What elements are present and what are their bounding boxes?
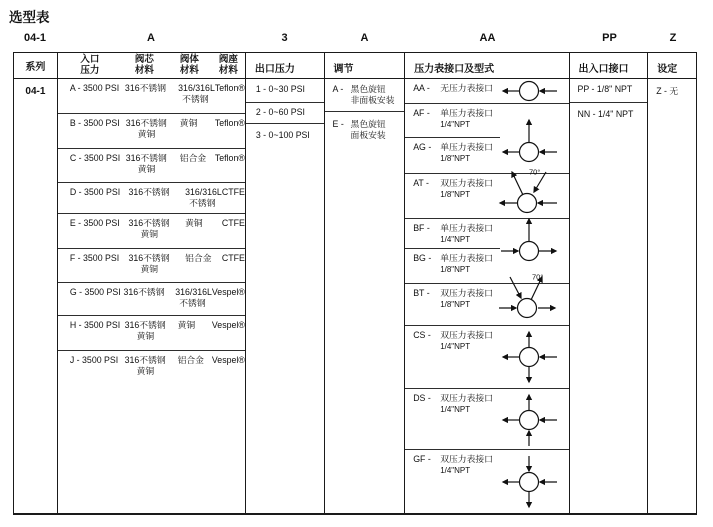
adjustment-body bbox=[325, 79, 405, 513]
angle-label: 70° bbox=[529, 167, 541, 177]
material-body: 铝合金 bbox=[179, 153, 207, 163]
column-series bbox=[14, 53, 58, 513]
gauge-option-af: AF - 单压力表接口 1/4"NPT bbox=[405, 104, 568, 138]
port-option-nn: NN - 1/4" NPT bbox=[577, 109, 634, 119]
material-seat: Vespel® bbox=[211, 320, 245, 330]
material-seat: Vespel® bbox=[211, 287, 245, 297]
column-gauge-ports bbox=[405, 53, 569, 513]
gauge-diagram-bf-bg-top-gauge-flow-right-icon bbox=[497, 213, 561, 263]
header-materials bbox=[58, 53, 245, 79]
material-main: E - 3500 PSI bbox=[69, 218, 120, 228]
material-main: F - 3500 PSI bbox=[69, 253, 120, 263]
code-setting: Z bbox=[669, 32, 677, 44]
material-main: D - 3500 PSI bbox=[69, 187, 121, 197]
gauge-option-bg: BG - 单压力表接口 1/8"NPT bbox=[405, 249, 568, 284]
port-option-pp: PP - 1/8" NPT bbox=[570, 79, 648, 103]
material-seat: CTFE bbox=[221, 218, 245, 228]
material-row-b bbox=[58, 114, 245, 149]
adjust-option-a: A - 黑色旋钮 非面板安装 bbox=[325, 79, 405, 112]
material-body: 黄铜 bbox=[179, 118, 198, 128]
material-core: 316不锈钢 黄铜 bbox=[128, 253, 170, 274]
material-body: 铝合金 bbox=[177, 355, 204, 365]
outlet-option-3: 3 - 0~100 PSI bbox=[255, 130, 310, 140]
ports-body bbox=[570, 79, 648, 513]
angle-label: 70° bbox=[532, 272, 544, 282]
material-main: A - 3500 PSI bbox=[69, 83, 120, 93]
header-gauge-ports: 压力表接口及型式 bbox=[405, 53, 568, 79]
gauge-diagram-ds-four-way-bottom-in-icon bbox=[497, 390, 561, 450]
material-row-h bbox=[58, 316, 245, 351]
gauge-option-at: AT - 双压力表接口 1/8"NPT bbox=[405, 174, 568, 219]
material-row-c bbox=[58, 149, 245, 183]
column-outlet-pressure bbox=[246, 53, 325, 513]
material-main: H - 3500 PSI bbox=[69, 320, 121, 330]
code-adjust: A bbox=[360, 32, 369, 44]
gauge-option-ag: AG - 单压力表接口 1/8"NPT bbox=[405, 138, 568, 174]
material-body: 铝合金 bbox=[185, 253, 212, 263]
column-setting bbox=[648, 53, 696, 513]
header-setting: 设定 bbox=[648, 53, 696, 79]
outlet-option-1: 1 - 0~30 PSI bbox=[246, 79, 324, 103]
column-materials bbox=[58, 53, 246, 513]
materials-body bbox=[58, 79, 245, 513]
gauge-diagram-bt-70deg-flow-right-icon bbox=[493, 268, 569, 320]
material-seat: CTFE bbox=[221, 187, 245, 197]
material-core: 316不锈钢 黄铜 bbox=[128, 218, 170, 239]
column-inout-ports bbox=[570, 53, 649, 513]
material-core: 316不锈钢 bbox=[123, 287, 165, 297]
material-seat: CTFE bbox=[221, 253, 245, 263]
material-main: C - 3500 PSI bbox=[69, 153, 121, 163]
header-outlet-pressure: 出口压力 bbox=[246, 53, 324, 79]
selection-table bbox=[13, 52, 697, 515]
gauge-diagram-cs-four-way-icon bbox=[497, 327, 561, 387]
material-row-f bbox=[58, 249, 245, 283]
code-materials: A bbox=[147, 32, 155, 44]
material-row-g bbox=[58, 283, 245, 316]
material-body: 316/316L 不锈钢 bbox=[178, 83, 215, 104]
adjust-option-e: E - 黑色旋钮 面板安装 bbox=[332, 119, 386, 141]
gauge-option-cs: CS - 双压力表接口 1/4"NPT bbox=[405, 326, 568, 389]
header-body-material: 阀体 材料 bbox=[179, 54, 199, 77]
gauge-option-ds: DS - 双压力表接口 1/4"NPT bbox=[405, 389, 568, 450]
material-seat: Teflon® bbox=[214, 83, 245, 93]
gauge-option-aa: AA - 无压力表接口 bbox=[405, 79, 568, 104]
material-seat: Teflon® bbox=[214, 118, 245, 128]
gauge-option-bt: BT - 双压力表接口 1/8"NPT bbox=[405, 284, 568, 326]
material-body: 黄铜 bbox=[185, 218, 203, 228]
series-value: 04-1 bbox=[25, 86, 46, 97]
material-row-a bbox=[58, 79, 245, 114]
setting-option-z: Z - 无 bbox=[656, 86, 679, 96]
code-ports: PP bbox=[602, 32, 617, 44]
header-seat-material: 阀座 材料 bbox=[218, 54, 238, 77]
page-title: 选型表 bbox=[9, 10, 50, 25]
header-inout-ports: 出入口接口 bbox=[570, 53, 648, 79]
material-core: 316不锈钢 黄铜 bbox=[125, 118, 167, 139]
gauge-diagram-aa-flow-left-icon bbox=[497, 79, 561, 103]
material-row-j bbox=[58, 351, 245, 386]
gauge-option-gf: GF - 双压力表接口 1/4"NPT bbox=[413, 454, 493, 475]
material-core: 316不锈钢 黄铜 bbox=[124, 320, 166, 341]
material-seat: Teflon® bbox=[214, 153, 245, 163]
setting-body bbox=[648, 79, 696, 513]
code-series: 04-1 bbox=[23, 32, 47, 44]
column-adjustment bbox=[325, 53, 406, 513]
gauge-diagram-at-70deg-flow-left-icon bbox=[493, 163, 569, 215]
outlet-option-2: 2 - 0~60 PSI bbox=[246, 103, 324, 124]
material-core: 316不锈钢 bbox=[128, 187, 170, 197]
gauge-option-bf: BF - 单压力表接口 1/4"NPT bbox=[405, 219, 568, 249]
material-body: 316/316L 不锈钢 bbox=[175, 287, 212, 308]
outlet-body bbox=[246, 79, 324, 513]
material-core: 316不锈钢 黄铜 bbox=[124, 355, 166, 376]
material-body: 316/316L 不锈钢 bbox=[185, 187, 222, 208]
material-core: 316不锈钢 黄铜 bbox=[125, 153, 167, 174]
material-seat: Vespel® bbox=[211, 355, 245, 365]
gauge-diagram-gf-four-way-top-in-icon bbox=[497, 452, 561, 512]
material-row-e bbox=[58, 214, 245, 249]
header-inlet-pressure: 入口 压力 bbox=[80, 54, 100, 77]
material-row-d bbox=[58, 183, 245, 214]
gauge-body bbox=[405, 79, 568, 513]
code-gauge: AA bbox=[479, 32, 496, 44]
model-code-row bbox=[13, 32, 697, 44]
material-core: 316不锈钢 bbox=[124, 83, 166, 93]
gauge-diagram-af-ag-top-gauge-flow-left-icon bbox=[497, 114, 561, 164]
material-main: G - 3500 PSI bbox=[69, 287, 121, 297]
material-main: J - 3500 PSI bbox=[69, 355, 119, 365]
header-core-material: 阀芯 材料 bbox=[134, 54, 154, 77]
material-body: 黄铜 bbox=[177, 320, 196, 330]
header-series: 系列 bbox=[14, 53, 57, 79]
code-outlet: 3 bbox=[281, 32, 288, 44]
header-adjustment: 调节 bbox=[325, 53, 405, 79]
material-main: B - 3500 PSI bbox=[69, 118, 120, 128]
